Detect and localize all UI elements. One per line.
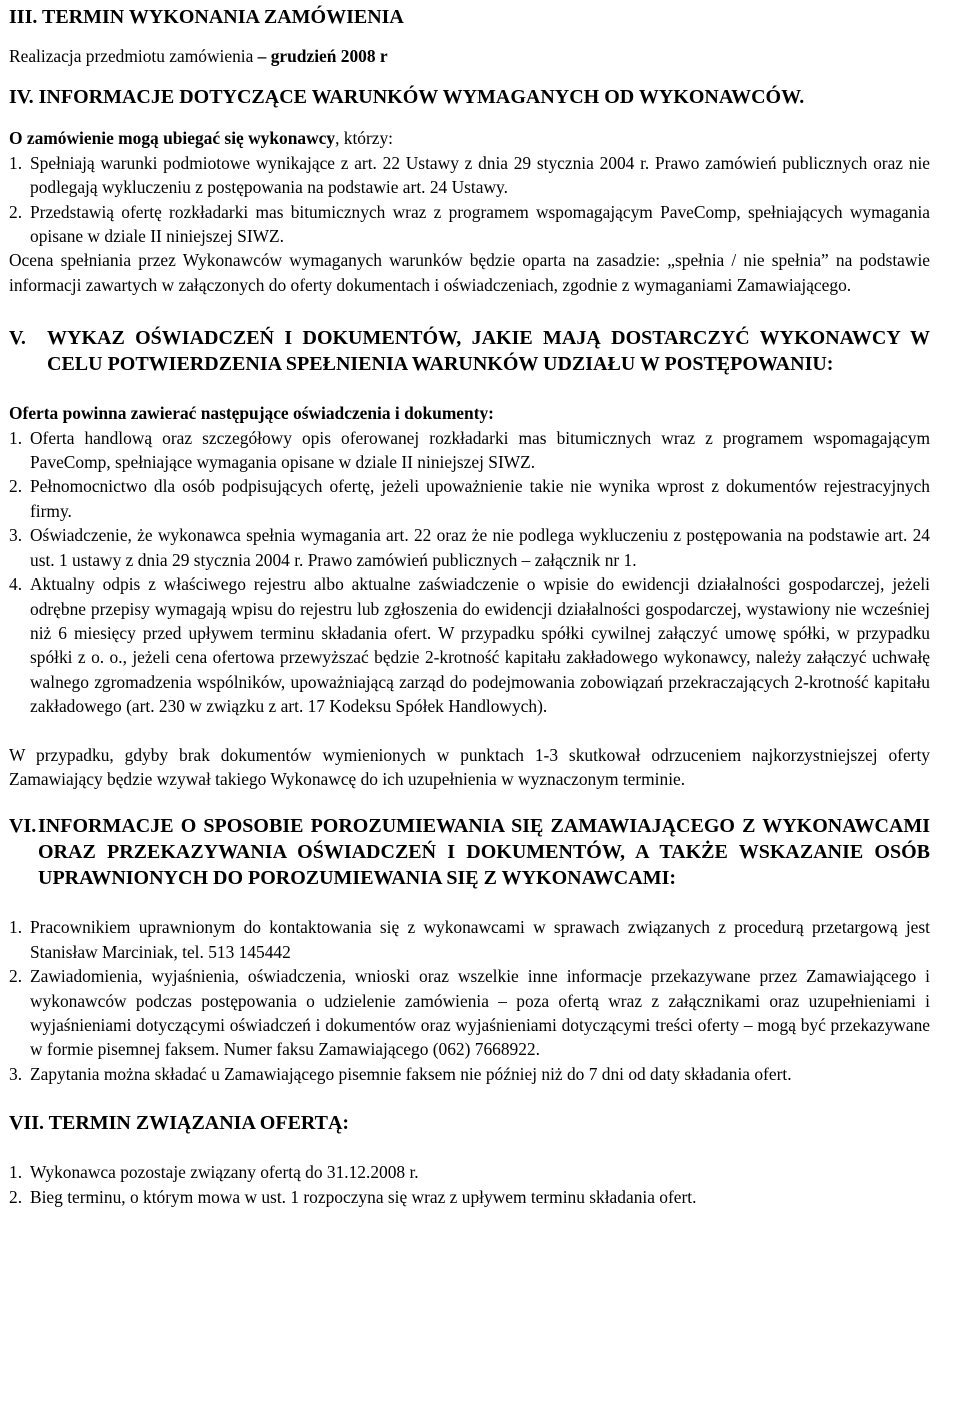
list-item-text: Aktualny odpis z właściwego rejestru albo aktualne zaświadczenie o wpisie do ewidencji działalności gospodarczej, jeżeli odrębne przepisy wymagają wpisu do rejestru lub zgłoszenia do ewidencji działalności gospodarczej, wystawiony nie wcześniej niż 6 miesięcy przed upływem terminu składania ofert. W przypadku spółki cywilnej załączyć umowę spółki, w przypadku spółki z o. o., jeżeli cena ofertowa przewyższać będzie 2-krotność kapitału zakładowego wykonawcy, należy załączyć uchwałę walnego zgromadzenia wspólników, upoważniającą zarząd do podejmowania zobowiązań przekraczających 2-krotność kapitału zakładowego (art. 230 w związku z art. 17 Kodeksu Spółek Handlowych). xyxy=(30,574,930,717)
list-item xyxy=(9,964,930,1062)
section-4-intro-bold: O zamówienie mogą ubiegać się wykonawcy xyxy=(9,128,336,149)
list-item-number: 4. xyxy=(9,574,23,595)
list-item-number: 1. xyxy=(9,1162,23,1183)
list-item-text: Zawiadomienia, wyjaśnienia, oświadczenia, wnioski oraz wszelkie inne informacje przekazywane przez Zamawiającego i wykonawców podczas postępowania o udzielenie zamówienia – poza ofertą wraz z załącznikami oraz uzupełnieniami i wyjaśnieniami dotyczącymi oświadczeń i dokumentów oraz wyjaśnieniami dotyczącymi treści oferty – mogą być przekazywane w formie pisemnej faksem. Numer faksu Zamawiającego (062) 7668922. xyxy=(30,966,930,1060)
list-item-text: Wykonawca pozostaje związany ofertą do 31.12.2008 r. xyxy=(30,1162,419,1183)
list-item-text: Oferta handlową oraz szczegółowy opis oferowanej rozkładarki mas bitumicznych wraz z programem wspomagającym PaveComp, spełniające wymagania opisane w dziale II niniejszej SIWZ. xyxy=(30,427,930,473)
section-4-intro-rest: , którzy: xyxy=(335,128,394,149)
list-item-number: 1. xyxy=(9,152,23,173)
list-item-text: Przedstawią ofertę rozkładarki mas bitumicznych wraz z programem wspomagającym PaveComp, spełniających wymagania opisane w dziale II niniejszej SIWZ. xyxy=(30,201,930,247)
list-item xyxy=(9,151,930,200)
section-5-subheading: Oferta powinna zawierać następujące oświadczenia i dokumenty: xyxy=(9,403,494,424)
section-5-title: WYKAZ OŚWIADCZEŃ I DOKUMENTÓW, JAKIE MAJĄ DOSTARCZYĆ WYKONAWCY W CELU POTWIERDZENIA SPEŁNIENIA WARUNKÓW UDZIAŁU W POSTĘPOWANIU: xyxy=(47,327,930,376)
list-item-text: Bieg terminu, o którym mowa w ust. 1 rozpoczyna się wraz z upływem terminu składania ofert. xyxy=(30,1186,697,1207)
list-item xyxy=(9,426,930,475)
list-item xyxy=(9,1160,930,1184)
missing-documents-note: W przypadku, gdyby brak dokumentów wymienionych w punktach 1-3 skutkował odrzuceniem najkorzystniejszej oferty Zamawiający będzie wzywał takiego Wykonawcę do ich uzupełnienia w wyznaczonym terminie. xyxy=(9,744,930,789)
list-item-number: 1. xyxy=(9,427,23,448)
list-item xyxy=(9,1062,930,1086)
assessment-paragraph: Ocena spełniania przez Wykonawców wymaganych warunków będzie oparta na zasadzie: „spełnia / nie spełnia” na podstawie informacji zawartych w załączonych do oferty dokumentach i oświadczeniach, zgodnie z wymaganiami Zamawiającego. xyxy=(9,250,930,295)
section-4-intro xyxy=(9,126,930,150)
section-5-number: V. xyxy=(9,327,26,350)
list-item-number: 2. xyxy=(9,966,23,987)
list-item xyxy=(9,915,930,964)
list-item-text: Zapytania można składać u Zamawiającego pisemnie faksem nie później niż do 7 dni od daty składania ofert. xyxy=(30,1063,792,1084)
list-item xyxy=(9,1185,930,1209)
list-item xyxy=(9,474,930,523)
list-item-number: 3. xyxy=(9,525,23,546)
list-item-text: Spełniają warunki podmiotowe wynikające z art. 22 Ustawy z dnia 29 stycznia 2004 r. Prawo zamówień publicznych oraz nie podlegają wykluczeniu z postępowania na podstawie art. 24 Ustawy. xyxy=(30,152,930,198)
realization-line xyxy=(9,44,930,68)
list-item-number: 2. xyxy=(9,201,23,222)
list-item-number: 1. xyxy=(9,917,23,938)
list-item xyxy=(9,572,930,718)
list-item-text: Pracownikiem uprawnionym do kontaktowania się z wykonawcami w sprawach związanych z procedurą przetargową jest Stanisław Marciniak, tel. 513 145442 xyxy=(30,917,930,962)
section-4-heading: IV. INFORMACJE DOTYCZĄCE WARUNKÓW WYMAGANYCH OD WYKONAWCÓW. xyxy=(9,86,805,109)
realization-value: – grudzień 2008 r xyxy=(253,46,388,66)
section-6-number: VI. xyxy=(9,815,37,838)
realization-label: Realizacja przedmiotu zamówienia xyxy=(9,46,254,66)
section-6-heading xyxy=(9,813,930,891)
section-5-heading xyxy=(9,325,930,377)
list-item-text: Pełnomocnictwo dla osób podpisujących ofertę, jeżeli upoważnienie takie nie wynika wprost z dokumentów rejestracyjnych firmy. xyxy=(30,476,930,521)
list-item xyxy=(9,200,930,249)
list-item-text: Oświadczenie, że wykonawca spełnia wymagania art. 22 oraz że nie podlega wykluczeniu z postępowania na podstawie art. 24 ust. 1 ustawy z dnia 29 stycznia 2004 r. Prawo zamówień publicznych – załącznik nr 1. xyxy=(30,525,930,570)
section-3-heading: III. TERMIN WYKONANIA ZAMÓWIENIA xyxy=(9,6,404,28)
section-7-heading: VII. TERMIN ZWIĄZANIA OFERTĄ: xyxy=(9,1112,350,1135)
list-item-number: 2. xyxy=(9,476,23,497)
section-6-title: INFORMACJE O SPOSOBIE POROZUMIEWANIA SIĘ ZAMAWIAJĄCEGO Z WYKONAWCAMI ORAZ PRZEKAZYWANIA OŚWIADCZEŃ I DOKUMENTÓW, A TAKŻE WSKAZANIE OSÓB UPRAWNIONYCH DO POROZUMIEWANIA SIĘ Z WYKONAWCAMI: xyxy=(38,815,930,890)
list-item-number: 3. xyxy=(9,1063,23,1084)
list-item-number: 2. xyxy=(9,1186,23,1207)
list-item xyxy=(9,523,930,572)
